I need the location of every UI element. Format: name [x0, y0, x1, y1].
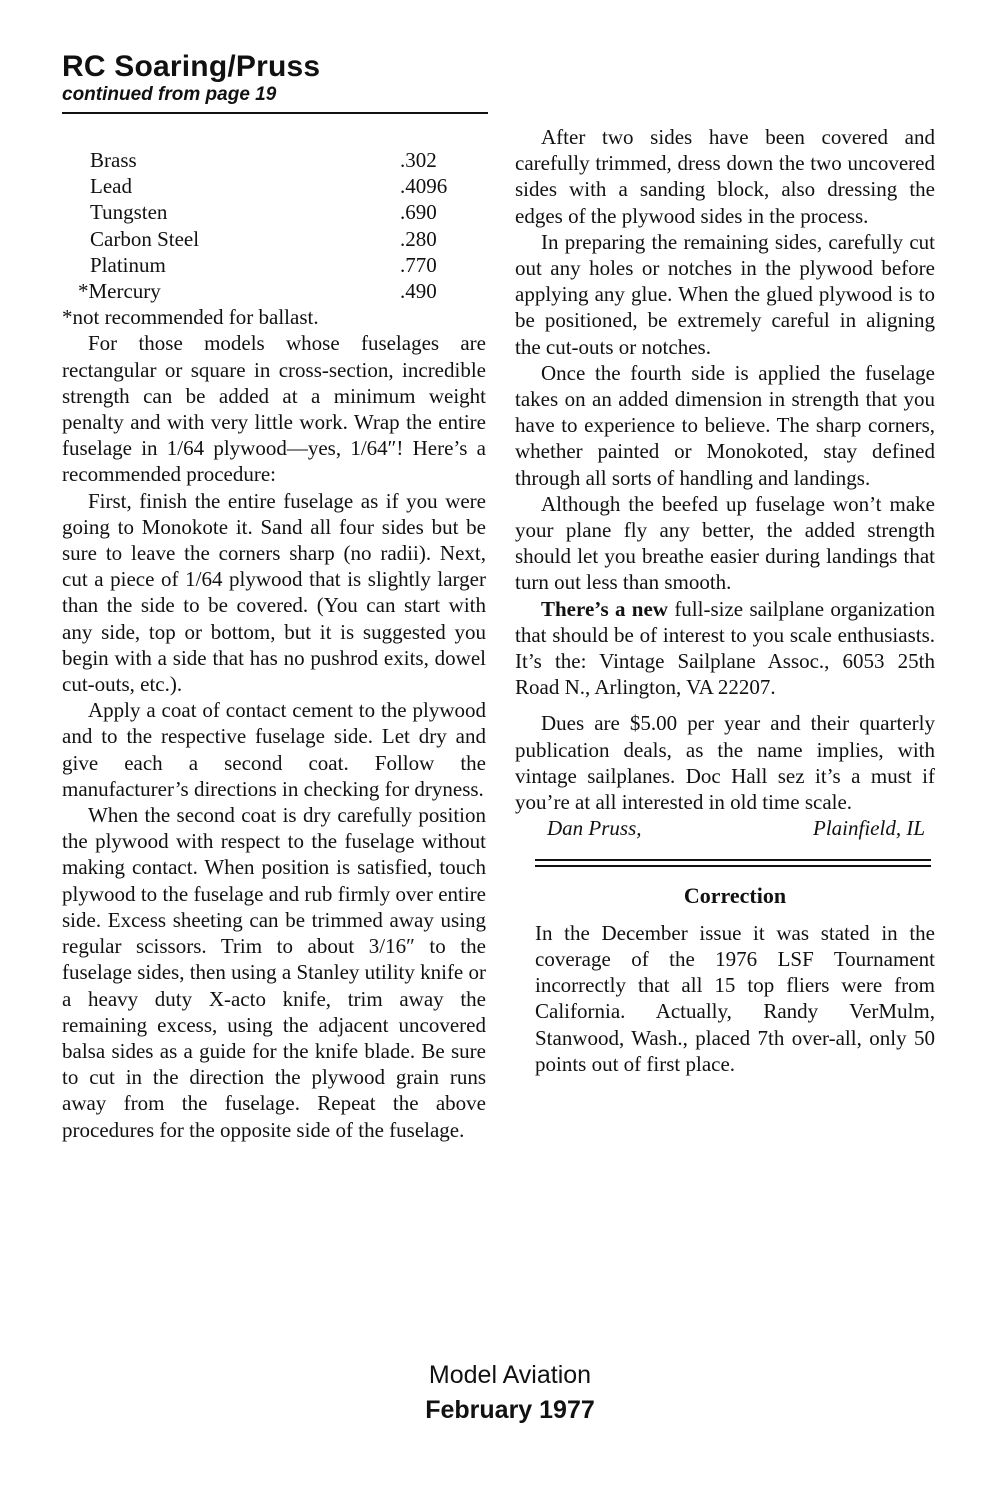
metal-density: .770 [400, 252, 437, 277]
paragraph-text: full-size sailplane organization that should be of interest to you scale enthusiasts. It’s the: Vintage Sailplane Assoc., 6053 25th Road N., Arlington, VA 22207. [515, 596, 935, 700]
metal-name: Platinum [90, 252, 166, 277]
body-paragraph: First, finish the entire fuselage as if you were going to Monokote it. Sand all four sides but be sure to leave the corners sharp (no radii). Next, cut a piece of 1/64 plywood that is slightly larger than the side to be covered. (You can start with any side, top or bottom, but it is suggested you begin with a side that has no pushrod exits, dowel cut-outs, etc.). [62, 488, 486, 697]
table-row [62, 252, 486, 278]
byline [515, 815, 935, 841]
left-column [62, 147, 486, 1143]
table-row [62, 226, 486, 252]
body-paragraph: After two sides have been covered and carefully trimmed, dress down the two uncovered sides with a sanding block, also dressing the edges of the plywood sides in the process. [515, 125, 935, 228]
page-title: RC Soaring/Pruss [62, 50, 321, 83]
metal-name: *Mercury [78, 279, 161, 304]
continued-note: continued from page 19 [62, 84, 277, 105]
body-paragraph: Apply a coat of contact cement to the plywood and to the respective fuselage side. Let dry and give each a second coat. Follow the manufacturer’s directions in checking for dryness. [62, 698, 486, 801]
table-row [62, 278, 486, 304]
body-paragraph: In preparing the remaining sides, carefully cut out any holes or notches in the plywood before applying any glue. When the glued plywood is to be positioned, be extremely careful in aligning the cut-outs or notches. [515, 229, 935, 359]
correction-text: In the December issue it was stated in the coverage of the 1976 LSF Tournament incorrectly that all 15 top fliers were from California. Actually, Randy VerMulm, Stanwood, Wash., placed 7th over-all, only 50 points out of first place. [535, 920, 935, 1076]
body-paragraph: Once the fourth side is applied the fuselage takes on an added dimension in strength that you have to experience to believe. The sharp corners, whether painted or Monokoted, stay defined through all sorts of handling and landings. [515, 360, 935, 490]
body-paragraph: For those models whose fuselages are rectangular or square in cross-section, incredible strength can be added at a minimum weight penalty and with very little work. Wrap the entire fuselage in 1/64 plywood—yes, 1/64″! Here’s a recommended procedure: [62, 331, 486, 487]
table-row [62, 147, 486, 173]
magazine-name: Model Aviation [428, 1361, 592, 1389]
body-paragraph: When the second coat is dry carefully position the plywood with respect to the fuselage without making contact. When position is satisfied, touch plywood to the fuselage and rub firmly over entire side. Excess sheeting can be trimmed away using regular scissors. Trim to about 3/16″ to the fuselage sides, then using a Stanley utility knife or a heavy duty X-acto knife, trim away the remaining excess, using the adjacent uncovered balsa sides as a guide for the knife blade. Be sure to cut in the direction the plywood grain runs away from the fuselage. Repeat the above procedures for the opposite side of the fuselage. [62, 803, 486, 1142]
metal-density: .4096 [400, 174, 448, 199]
column-header [62, 50, 488, 114]
metal-name: Brass [90, 148, 137, 172]
section-divider [535, 859, 931, 871]
author-name: Dan Pruss, [547, 816, 642, 841]
dues-paragraph: Dues are $5.00 per year and their quarterly publication deals, as the name implies, with vintage sailplanes. Doc Hall sez it’s a must if you’re at all interested in old time scale. [515, 711, 935, 815]
issue-date: February 1977 [425, 1396, 595, 1424]
metal-name: Carbon Steel [90, 226, 200, 251]
table-row [62, 199, 486, 225]
correction-box [515, 883, 935, 1076]
paragraph-lead-in: There’s a new [541, 596, 668, 621]
paragraph-gap [515, 700, 935, 710]
ballast-table [62, 147, 486, 304]
metal-name: Lead [90, 174, 132, 199]
author-location: Plainfield, IL [813, 816, 925, 841]
correction-title: Correction [683, 883, 787, 909]
metal-density: .690 [400, 200, 437, 225]
header-rule [62, 112, 488, 114]
metal-density: .490 [400, 279, 437, 304]
right-column [515, 124, 935, 1077]
table-footnote: *not recommended for ballast. [62, 305, 319, 330]
divider-line [535, 865, 931, 871]
metal-density: .280 [400, 226, 437, 251]
association-paragraph [515, 596, 935, 701]
metal-density: .302 [400, 148, 437, 172]
body-paragraph: Although the beefed up fuselage won’t make your plane fly any better, the added strength should let you breathe easier during landings that turn out less than smooth. [515, 491, 935, 595]
metal-name: Tungsten [90, 200, 168, 225]
page-footer [340, 1358, 680, 1428]
table-row [62, 173, 486, 199]
